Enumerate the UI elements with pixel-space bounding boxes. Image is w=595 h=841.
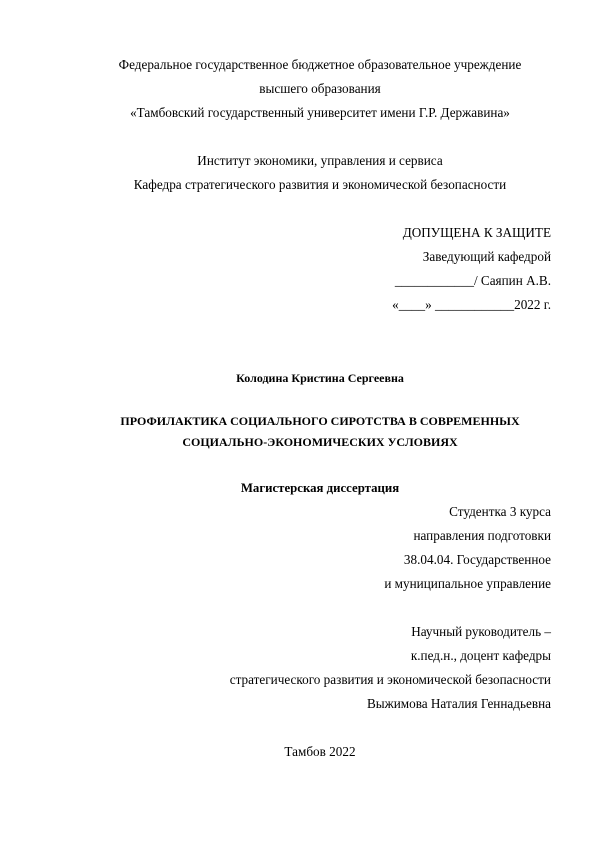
approval-title: ДОПУЩЕНА К ЗАЩИТЕ: [402, 225, 551, 240]
student-program-name: и муниципальное управление: [384, 576, 551, 591]
org-name-line1: Федеральное государственное бюджетное образовательное учреждение: [118, 57, 522, 72]
approval-signature: ____________/ Саяпин А.В.: [394, 273, 551, 288]
supervisor-label: Научный руководитель –: [411, 624, 551, 639]
supervisor-department: стратегического развития и экономической безопасности: [229, 672, 551, 687]
supervisor-degree: к.пед.н., доцент кафедры: [410, 648, 551, 663]
org-name-line3: «Тамбовский государственный университет имени Г.Р. Державина»: [130, 105, 510, 120]
city-year: Тамбов 2022: [284, 744, 356, 759]
student-course: Студентка 3 курса: [449, 504, 551, 519]
author-name: Колодина Кристина Сергеевна: [236, 371, 404, 385]
thesis-title-line2: СОЦИАЛЬНО-ЭКОНОМИЧЕСКИХ УСЛОВИЯХ: [182, 435, 458, 449]
thesis-title-line1: ПРОФИЛАКТИКА СОЦИАЛЬНОГО СИРОТСТВА В СОВРЕМЕННЫХ: [120, 414, 520, 428]
approval-date: «____» ____________2022 г.: [392, 297, 551, 312]
student-program-code: 38.04.04. Государственное: [403, 552, 551, 567]
org-name-line2: высшего образования: [259, 81, 381, 96]
student-direction: направления подготовки: [413, 528, 551, 543]
thesis-type: Магистерская диссертация: [240, 481, 400, 495]
approval-role: Заведующий кафедрой: [422, 249, 551, 264]
department-name: Кафедра стратегического развития и экономической безопасности: [133, 177, 507, 192]
institute-name: Институт экономики, управления и сервиса: [197, 153, 443, 168]
supervisor-name: Выжимова Наталия Геннадьевна: [366, 696, 551, 711]
